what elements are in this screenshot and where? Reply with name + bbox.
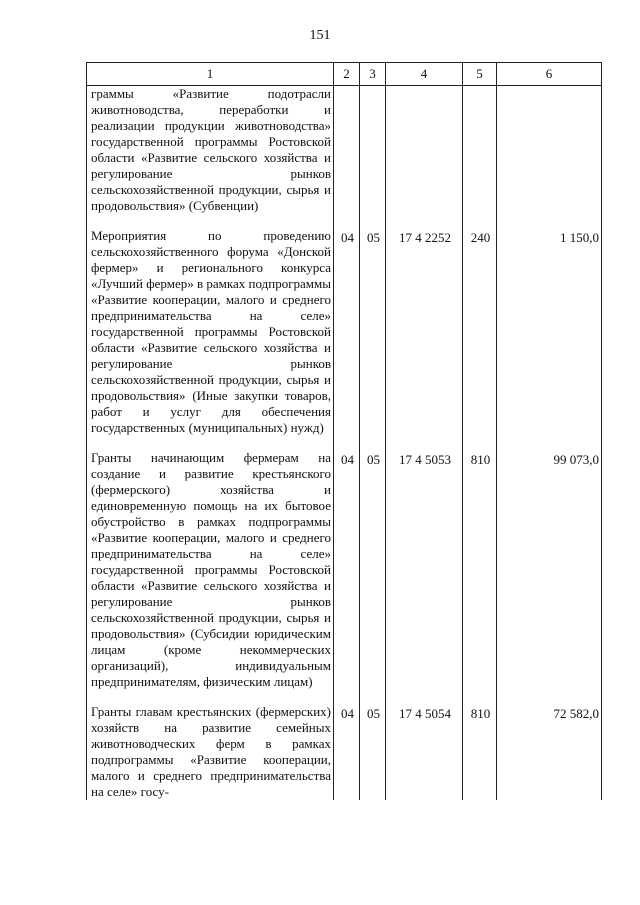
row-subsection [360,86,386,215]
row-amount [497,86,602,215]
row-description: граммы «Развитие подотрасли животноводства, переработки и реализации продукции животноводства» государственной программы Ростовской области «Развитие сельского хозяйства и регулирование рынков сельскохозяйственной продукции, сырья и продовольствия» (Субвенции) [87,86,334,215]
row-subsection: 05 [360,450,386,690]
table-row [87,86,602,215]
column-header-1: 1 [87,63,334,86]
row-target-code: 17 4 5054 [386,704,463,800]
table-row [87,228,602,436]
row-amount: 1 150,0 [497,228,602,436]
row-expense-type: 240 [463,228,497,436]
row-expense-type: 810 [463,704,497,800]
row-amount: 72 582,0 [497,704,602,800]
budget-table [86,62,602,800]
row-expense-type [463,86,497,215]
row-amount: 99 073,0 [497,450,602,690]
column-header-6: 6 [497,63,602,86]
row-section [334,86,360,215]
row-target-code: 17 4 5053 [386,450,463,690]
column-header-2: 2 [334,63,360,86]
row-spacer [87,690,602,704]
table-row [87,704,602,800]
row-spacer [87,214,602,228]
table-header-row [87,63,602,86]
row-subsection: 05 [360,704,386,800]
row-subsection: 05 [360,228,386,436]
row-section: 04 [334,228,360,436]
row-target-code: 17 4 2252 [386,228,463,436]
column-header-4: 4 [386,63,463,86]
table-row [87,450,602,690]
column-header-5: 5 [463,63,497,86]
row-section: 04 [334,704,360,800]
row-expense-type: 810 [463,450,497,690]
row-description: Мероприятия по проведению сельскохозяйственного форума «Донской фермер» и регионального конкурса «Лучший фермер» в рамках подпрограммы «Развитие кооперации, малого и среднего предпринимательства на селе» государственной программы Ростовской области «Развитие сельского хозяйства и регулирование рынков сельскохозяйственной продукции, сырья и продовольствия» (Иные закупки товаров, работ и услуг для обеспечения государственных (муниципальных) нужд) [87,228,334,436]
page-number: 151 [309,28,331,43]
row-spacer [87,436,602,450]
row-description: Гранты начинающим фермерам на создание и развитие крестьянского (фермерского) хозяйства и единовременную помощь на их бытовое обустройство в рамках подпрограммы «Развитие кооперации, малого и среднего предпринимательства на селе» государственной программы Ростовской области «Развитие сельского хозяйства и регулирование рынков сельскохозяйственной продукции, сырья и продовольствия» (Субсидии юридическим лицам (кроме некоммерческих организаций), индивидуальным предпринимателям, физическим лицам) [87,450,334,690]
row-section: 04 [334,450,360,690]
column-header-3: 3 [360,63,386,86]
row-target-code [386,86,463,215]
row-description: Гранты главам крестьянских (фермерских) хозяйств на развитие семейных животноводческих ферм в рамках подпрограммы «Развитие кооперации, малого и среднего предпринимательства на селе» госу- [87,704,334,800]
